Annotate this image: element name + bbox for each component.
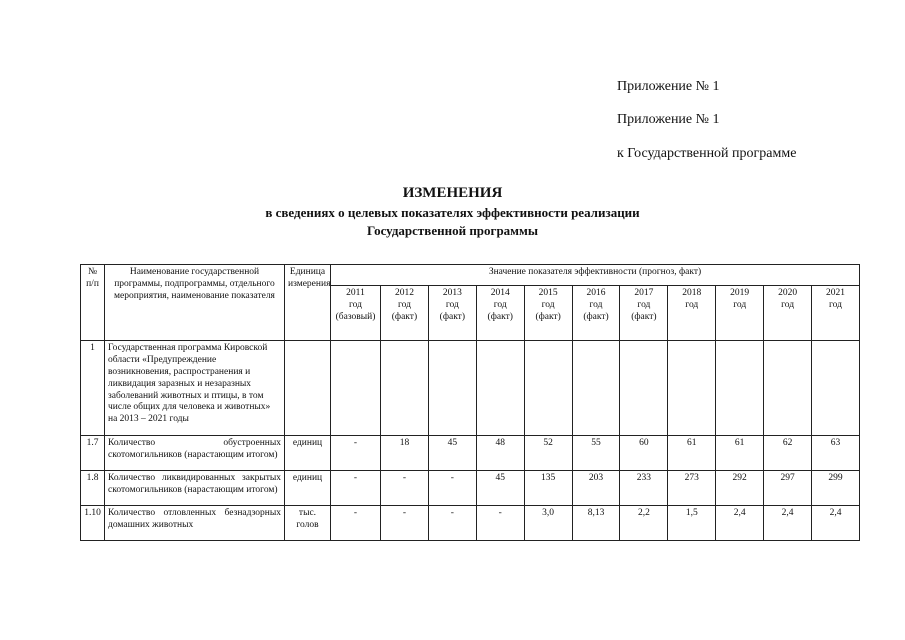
- row-value: 273: [668, 471, 716, 506]
- header-year-2020: 2020 год: [764, 286, 812, 341]
- row-value: 135: [524, 471, 572, 506]
- header-year-2018: 2018 год: [668, 286, 716, 341]
- row-value: 55: [572, 436, 620, 471]
- header-values: Значение показателя эффективности (прогноз, факт): [331, 265, 860, 286]
- row-value: 233: [620, 471, 668, 506]
- row-value: 299: [812, 471, 860, 506]
- table-row: [81, 436, 860, 471]
- row-value: -: [381, 506, 429, 541]
- header-year-2015: 2015 год (факт): [524, 286, 572, 341]
- row-value: 8,13: [572, 506, 620, 541]
- row-value: 60: [620, 436, 668, 471]
- row-value: 18: [381, 436, 429, 471]
- header-num: № п/п: [81, 265, 105, 341]
- row-value: 2,4: [812, 506, 860, 541]
- row-unit: единиц: [285, 471, 331, 506]
- row-value: 2,4: [716, 506, 764, 541]
- row-value: 292: [716, 471, 764, 506]
- row-unit: тыс. голов: [285, 506, 331, 541]
- row-value: 61: [668, 436, 716, 471]
- row-value: 3,0: [524, 506, 572, 541]
- row-value: -: [428, 506, 476, 541]
- row-unit: единиц: [285, 436, 331, 471]
- header-year-2019: 2019 год: [716, 286, 764, 341]
- row-value: 297: [764, 471, 812, 506]
- row-value: 2,4: [764, 506, 812, 541]
- row-value: -: [381, 471, 429, 506]
- row-num: 1: [81, 341, 105, 436]
- row-value: -: [331, 506, 381, 541]
- header-unit: Единица измерения: [285, 265, 331, 341]
- document-subtitle-1: в сведениях о целевых показателях эффективности реализации: [265, 205, 640, 220]
- row-value: -: [331, 471, 381, 506]
- header-year-2012: 2012 год (факт): [381, 286, 429, 341]
- row-value: 62: [764, 436, 812, 471]
- appendix-line-3: к Государственной программе: [617, 146, 797, 161]
- row-value: 48: [476, 436, 524, 471]
- row-value: [331, 341, 381, 436]
- header-year-2013: 2013 год (факт): [428, 286, 476, 341]
- header-year-2011: 2011 год (базовый): [331, 286, 381, 341]
- row-value: [620, 341, 668, 436]
- row-value: [476, 341, 524, 436]
- document-subtitle-2: Государственной программы: [366, 223, 539, 238]
- row-value: [668, 341, 716, 436]
- document-title: ИЗМЕНЕНИЯ: [402, 185, 503, 201]
- header-year-2014: 2014 год (факт): [476, 286, 524, 341]
- row-value: [381, 341, 429, 436]
- row-name: Количество отловленных безнадзорных домашних животных: [105, 506, 285, 541]
- row-value: [524, 341, 572, 436]
- row-unit: [285, 341, 331, 436]
- row-name: Государственная программа Кировской области «Предупреждение возникновения, распространения и ликвидация заразных и незаразных заболеваний животных и птицы, в том числе общих для человека и животных» на 2013 – 2021 годы: [105, 341, 285, 436]
- row-value: [572, 341, 620, 436]
- row-value: 203: [572, 471, 620, 506]
- appendix-line-2: Приложение № 1: [617, 112, 720, 127]
- table-row: [81, 341, 860, 436]
- header-name: Наименование государственной программы, подпрограммы, отдельного мероприятия, наименование показателя: [105, 265, 285, 341]
- row-value: [428, 341, 476, 436]
- header-year-2017: 2017 год (факт): [620, 286, 668, 341]
- row-name: Количество обустроенных скотомогильников (нарастающим итогом): [105, 436, 285, 471]
- row-value: 45: [476, 471, 524, 506]
- row-value: 63: [812, 436, 860, 471]
- row-num: 1.7: [81, 436, 105, 471]
- table-row: [81, 471, 860, 506]
- table-row: [81, 506, 860, 541]
- row-value: 61: [716, 436, 764, 471]
- appendix-line-1: Приложение № 1: [617, 79, 720, 94]
- row-num: 1.10: [81, 506, 105, 541]
- row-name: Количество ликвидированных закрытых скотомогильников (нарастающим итогом): [105, 471, 285, 506]
- row-value: 2,2: [620, 506, 668, 541]
- row-value: [716, 341, 764, 436]
- header-year-2021: 2021 год: [812, 286, 860, 341]
- row-value: 52: [524, 436, 572, 471]
- row-value: [764, 341, 812, 436]
- row-value: -: [331, 436, 381, 471]
- indicators-table: [80, 264, 860, 541]
- row-value: 1,5: [668, 506, 716, 541]
- row-value: -: [428, 471, 476, 506]
- row-value: 45: [428, 436, 476, 471]
- row-value: -: [476, 506, 524, 541]
- row-num: 1.8: [81, 471, 105, 506]
- row-value: [812, 341, 860, 436]
- header-year-2016: 2016 год (факт): [572, 286, 620, 341]
